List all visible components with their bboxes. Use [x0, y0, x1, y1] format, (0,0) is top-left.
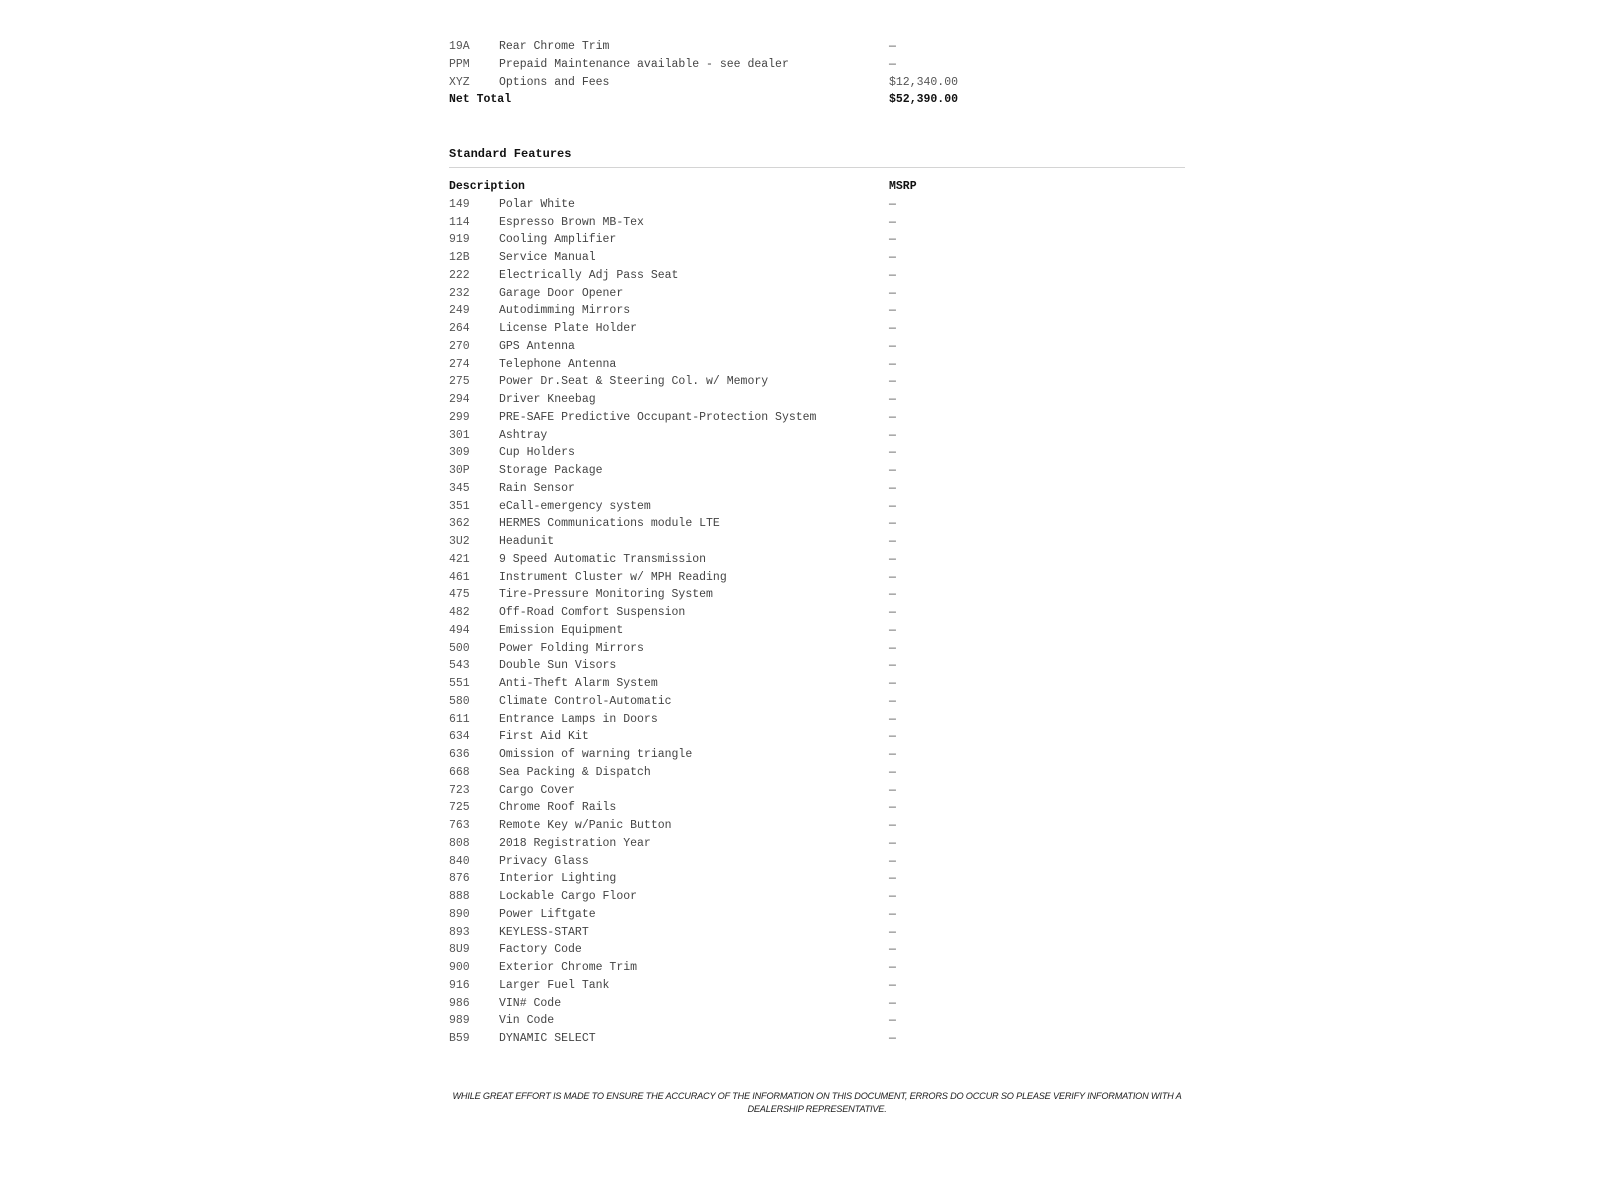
- feature-row: [449, 427, 1185, 445]
- option-description: Options and Fees: [499, 75, 610, 89]
- feature-code: 294: [449, 393, 470, 406]
- feature-description: Telephone Antenna: [499, 357, 617, 371]
- window-sticker-page: [449, 38, 1185, 1048]
- feature-row: [449, 941, 1185, 959]
- feature-msrp: —: [889, 286, 896, 300]
- feature-msrp: —: [889, 570, 896, 584]
- feature-msrp: —: [889, 854, 896, 868]
- feature-description: Entrance Lamps in Doors: [499, 712, 658, 726]
- feature-code: 888: [449, 890, 470, 903]
- feature-row: [449, 888, 1185, 906]
- feature-code: 893: [449, 925, 470, 939]
- option-description: Prepaid Maintenance available - see dealer: [499, 57, 789, 71]
- feature-description: Garage Door Opener: [499, 286, 624, 300]
- feature-row: [449, 675, 1185, 693]
- feature-description: Anti-Theft Alarm System: [499, 677, 658, 690]
- feature-msrp: —: [889, 481, 896, 495]
- feature-row: [449, 285, 1185, 303]
- feature-description: Electrically Adj Pass Seat: [499, 268, 679, 282]
- options-list: [449, 38, 1185, 109]
- feature-msrp: —: [889, 446, 896, 460]
- feature-code: 30P: [449, 464, 470, 477]
- feature-description: Cup Holders: [499, 446, 575, 460]
- feature-row: [449, 338, 1185, 356]
- feature-msrp: —: [889, 819, 896, 832]
- standard-features-list: [449, 196, 1185, 1048]
- feature-description: Service Manual: [499, 251, 596, 264]
- feature-row: [449, 231, 1185, 249]
- feature-code: 482: [449, 606, 470, 619]
- feature-code: 3U2: [449, 535, 470, 548]
- feature-row: [449, 214, 1185, 232]
- feature-code: 916: [449, 978, 470, 992]
- feature-code: 299: [449, 410, 470, 424]
- feature-msrp: —: [889, 748, 896, 761]
- feature-code: B59: [449, 1032, 470, 1045]
- feature-row: [449, 196, 1185, 214]
- option-row: [449, 74, 1185, 92]
- table-header: [449, 178, 1185, 196]
- feature-msrp: —: [889, 197, 896, 211]
- feature-msrp: —: [889, 339, 896, 353]
- feature-code: 919: [449, 233, 470, 247]
- feature-description: Storage Package: [499, 464, 603, 477]
- feature-description: Power Folding Mirrors: [499, 641, 644, 655]
- option-description: Rear Chrome Trim: [499, 40, 610, 53]
- feature-code: 543: [449, 659, 470, 673]
- feature-code: 989: [449, 1014, 470, 1028]
- feature-description: Sea Packing & Dispatch: [499, 765, 651, 779]
- feature-description: Power Liftgate: [499, 907, 596, 921]
- feature-msrp: —: [889, 357, 896, 371]
- feature-msrp: —: [889, 410, 896, 424]
- feature-row: [449, 995, 1185, 1013]
- feature-code: 275: [449, 375, 470, 389]
- feature-row: [449, 356, 1185, 374]
- feature-row: [449, 462, 1185, 480]
- feature-row: [449, 977, 1185, 995]
- feature-description: Chrome Roof Rails: [499, 801, 617, 815]
- feature-code: 763: [449, 819, 470, 832]
- feature-msrp: —: [889, 1014, 896, 1028]
- feature-msrp: —: [889, 978, 896, 992]
- feature-row: [449, 693, 1185, 711]
- feature-msrp: —: [889, 215, 896, 229]
- feature-msrp: —: [889, 641, 896, 655]
- feature-row: [449, 924, 1185, 942]
- feature-msrp: —: [889, 499, 896, 513]
- option-msrp: $12,340.00: [889, 75, 959, 89]
- feature-row: [449, 746, 1185, 764]
- option-msrp: —: [889, 57, 896, 71]
- column-header-description: Description: [449, 180, 525, 193]
- feature-code: 270: [449, 339, 470, 353]
- feature-row: [449, 959, 1185, 977]
- net-total-label: Net Total: [449, 93, 512, 107]
- feature-code: 551: [449, 677, 470, 690]
- feature-description: Larger Fuel Tank: [499, 978, 610, 992]
- feature-msrp: —: [889, 588, 896, 602]
- feature-row: [449, 569, 1185, 587]
- feature-description: Cooling Amplifier: [499, 233, 617, 247]
- section-title-standard-features: Standard Features: [449, 147, 572, 161]
- feature-row: [449, 906, 1185, 924]
- feature-code: 232: [449, 286, 470, 300]
- feature-row: [449, 799, 1185, 817]
- feature-msrp: —: [889, 464, 896, 477]
- feature-code: 301: [449, 428, 470, 442]
- feature-row: [449, 391, 1185, 409]
- feature-msrp: —: [889, 1032, 896, 1045]
- feature-msrp: —: [889, 251, 896, 264]
- feature-code: 12B: [449, 251, 470, 264]
- option-code: XYZ: [449, 75, 470, 89]
- feature-code: 362: [449, 517, 470, 531]
- disclaimer-text: WHILE GREAT EFFORT IS MADE TO ENSURE THE ACCURACY OF THE INFORMATION ON THIS DOCUMENT, ERRORS DO OCCUR SO PLEASE VERIFY INFORMATION WITH A DEALERSHIP REPRESENTATIVE.: [452, 1091, 1182, 1114]
- feature-description: Climate Control-Automatic: [499, 694, 672, 708]
- feature-row: [449, 1030, 1185, 1048]
- feature-description: Vin Code: [499, 1014, 555, 1028]
- feature-msrp: —: [889, 996, 896, 1010]
- option-code: 19A: [449, 40, 470, 53]
- feature-row: [449, 267, 1185, 285]
- feature-description: Instrument Cluster w/ MPH Reading: [499, 570, 727, 584]
- feature-msrp: —: [889, 659, 896, 673]
- feature-msrp: —: [889, 961, 896, 974]
- feature-code: 222: [449, 268, 470, 282]
- feature-description: Interior Lighting: [499, 872, 617, 886]
- feature-code: 494: [449, 623, 470, 637]
- feature-row: [449, 515, 1185, 533]
- feature-description: Polar White: [499, 197, 575, 211]
- feature-code: 723: [449, 783, 470, 797]
- feature-description: eCall-emergency system: [499, 499, 651, 513]
- feature-msrp: —: [889, 765, 896, 779]
- feature-row: [449, 249, 1185, 267]
- feature-code: 890: [449, 907, 470, 921]
- option-row: [449, 56, 1185, 74]
- feature-code: 840: [449, 854, 470, 868]
- feature-description: Factory Code: [499, 943, 582, 957]
- feature-row: [449, 640, 1185, 658]
- feature-description: License Plate Holder: [499, 322, 638, 335]
- feature-msrp: —: [889, 730, 896, 744]
- feature-row: [449, 498, 1185, 516]
- feature-description: Remote Key w/Panic Button: [499, 819, 672, 832]
- feature-code: 634: [449, 730, 470, 744]
- feature-msrp: —: [889, 677, 896, 690]
- feature-msrp: —: [889, 872, 896, 886]
- feature-row: [449, 551, 1185, 569]
- feature-code: 986: [449, 996, 470, 1010]
- feature-code: 345: [449, 481, 470, 495]
- feature-msrp: —: [889, 783, 896, 797]
- feature-row: [449, 870, 1185, 888]
- feature-description: Omission of warning triangle: [499, 748, 693, 761]
- feature-description: Double Sun Visors: [499, 659, 617, 673]
- feature-msrp: —: [889, 552, 896, 566]
- feature-msrp: —: [889, 712, 896, 726]
- feature-description: VIN# Code: [499, 996, 562, 1010]
- feature-code: 249: [449, 304, 470, 318]
- feature-row: [449, 1012, 1185, 1030]
- feature-row: [449, 533, 1185, 551]
- feature-msrp: —: [889, 322, 896, 335]
- feature-row: [449, 444, 1185, 462]
- feature-row: [449, 817, 1185, 835]
- feature-msrp: —: [889, 233, 896, 247]
- feature-row: [449, 657, 1185, 675]
- feature-description: Power Dr.Seat & Steering Col. w/ Memory: [499, 375, 769, 389]
- feature-msrp: —: [889, 535, 896, 548]
- feature-code: 500: [449, 641, 470, 655]
- feature-msrp: —: [889, 428, 896, 442]
- feature-description: Ashtray: [499, 428, 548, 442]
- feature-description: HERMES Communications module LTE: [499, 517, 720, 531]
- feature-description: Headunit: [499, 535, 555, 548]
- feature-row: [449, 373, 1185, 391]
- feature-msrp: —: [889, 694, 896, 708]
- feature-description: PRE-SAFE Predictive Occupant-Protection System: [499, 410, 817, 424]
- feature-msrp: —: [889, 375, 896, 389]
- feature-msrp: —: [889, 268, 896, 282]
- net-total-value: $52,390.00: [889, 93, 959, 107]
- feature-description: Exterior Chrome Trim: [499, 961, 638, 974]
- feature-code: 461: [449, 570, 470, 584]
- feature-msrp: —: [889, 925, 896, 939]
- feature-code: 725: [449, 801, 470, 815]
- option-row: [449, 38, 1185, 56]
- feature-description: Cargo Cover: [499, 783, 575, 797]
- feature-description: KEYLESS-START: [499, 925, 589, 939]
- feature-description: Privacy Glass: [499, 854, 589, 868]
- feature-code: 309: [449, 446, 470, 460]
- feature-code: 636: [449, 748, 470, 761]
- option-code: PPM: [449, 57, 470, 71]
- feature-code: 421: [449, 552, 470, 566]
- feature-row: [449, 853, 1185, 871]
- feature-row: [449, 728, 1185, 746]
- feature-msrp: —: [889, 836, 896, 850]
- feature-description: Tire-Pressure Monitoring System: [499, 588, 713, 602]
- feature-description: Rain Sensor: [499, 481, 575, 495]
- feature-description: Espresso Brown MB-Tex: [499, 215, 644, 229]
- feature-msrp: —: [889, 623, 896, 637]
- feature-msrp: —: [889, 393, 896, 406]
- feature-row: [449, 764, 1185, 782]
- feature-row: [449, 835, 1185, 853]
- feature-code: 876: [449, 872, 470, 886]
- feature-code: 149: [449, 197, 470, 211]
- feature-row: [449, 409, 1185, 427]
- feature-description: 2018 Registration Year: [499, 836, 651, 850]
- feature-code: 351: [449, 499, 470, 513]
- feature-description: Autodimming Mirrors: [499, 304, 631, 318]
- feature-description: DYNAMIC SELECT: [499, 1032, 596, 1045]
- feature-description: Lockable Cargo Floor: [499, 890, 638, 903]
- feature-row: [449, 604, 1185, 622]
- feature-description: Emission Equipment: [499, 623, 624, 637]
- feature-code: 808: [449, 836, 470, 850]
- feature-msrp: —: [889, 943, 896, 957]
- feature-code: 264: [449, 322, 470, 335]
- feature-msrp: —: [889, 890, 896, 903]
- feature-row: [449, 782, 1185, 800]
- feature-code: 611: [449, 712, 470, 726]
- feature-row: [449, 302, 1185, 320]
- section-divider: [449, 167, 1185, 168]
- feature-description: First Aid Kit: [499, 730, 589, 744]
- feature-code: 668: [449, 765, 470, 779]
- net-total-row: [449, 91, 1185, 109]
- feature-msrp: —: [889, 517, 896, 531]
- feature-row: [449, 711, 1185, 729]
- feature-code: 274: [449, 357, 470, 371]
- feature-code: 8U9: [449, 943, 470, 957]
- feature-description: 9 Speed Automatic Transmission: [499, 552, 707, 566]
- feature-row: [449, 480, 1185, 498]
- column-header-msrp: MSRP: [889, 180, 917, 193]
- feature-msrp: —: [889, 606, 896, 619]
- feature-code: 114: [449, 215, 470, 229]
- feature-code: 475: [449, 588, 470, 602]
- feature-description: Off-Road Comfort Suspension: [499, 606, 686, 619]
- feature-code: 580: [449, 694, 470, 708]
- feature-msrp: —: [889, 907, 896, 921]
- feature-description: GPS Antenna: [499, 339, 575, 353]
- feature-row: [449, 586, 1185, 604]
- feature-row: [449, 320, 1185, 338]
- option-msrp: —: [889, 40, 896, 53]
- feature-code: 900: [449, 961, 470, 974]
- feature-row: [449, 622, 1185, 640]
- feature-description: Driver Kneebag: [499, 393, 596, 406]
- feature-msrp: —: [889, 801, 896, 815]
- feature-msrp: —: [889, 304, 896, 318]
